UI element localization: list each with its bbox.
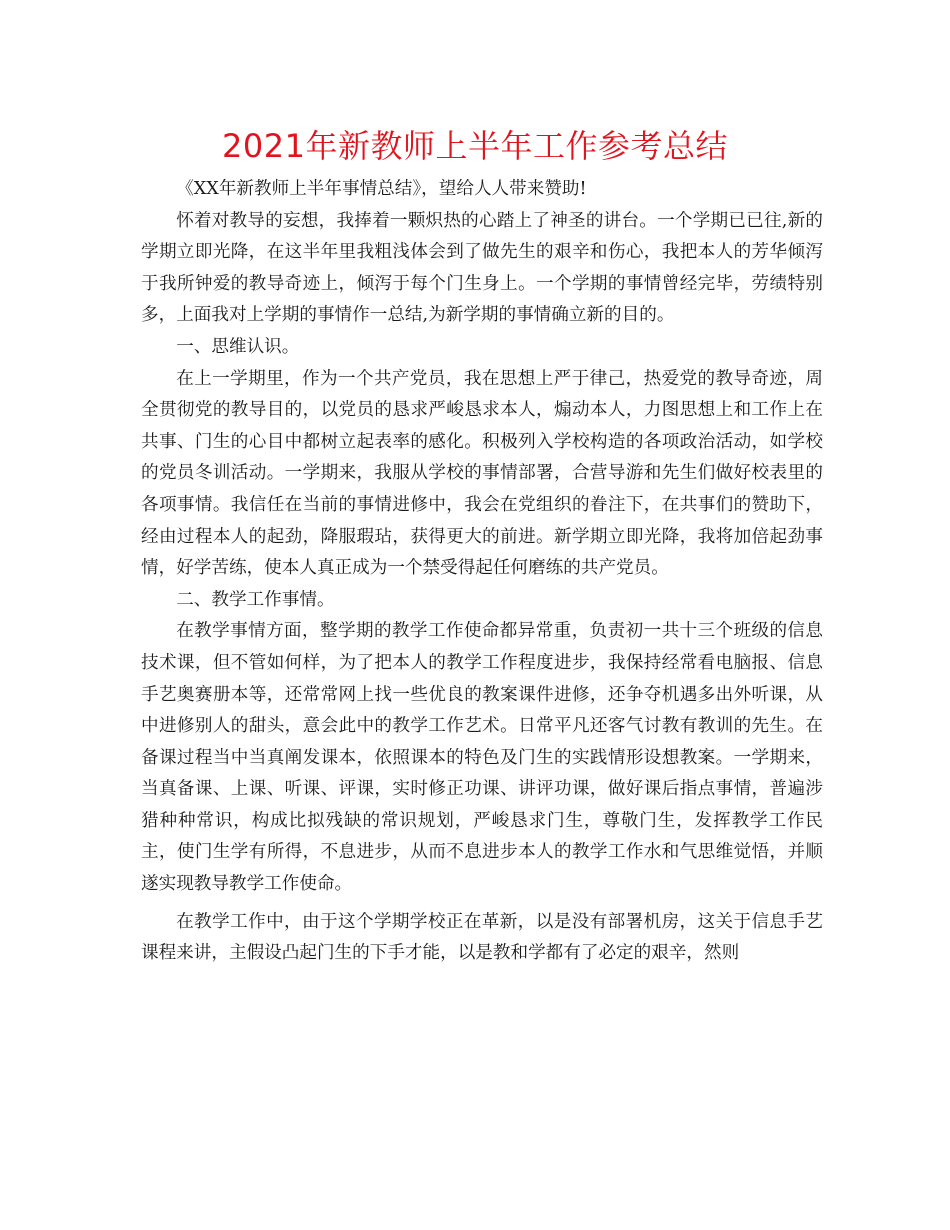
document-body <box>141 174 823 970</box>
intro-paragraph: 《XX年新教师上半年事情总结》，望给人人带来赞助! <box>176 179 587 199</box>
teaching-paragraph: 在教学事情方面，整学期的教学工作使命都异常重，负责初一共十三个班级的信息技术课，但不管如何样，为了把本人的教学工作程度进步，我保持经常看电脑报、信息手艺奥赛册本等，还常常网上找一些优良的教案课件进修，还争夺机遇多出外听课，从中进修别人的甜头，意会此中的教学工作艺术。日常平凡还客气讨教有教训的先生。在备课过程当中当真阐发课本，依照课本的特色及门生的实践情形设想教案。一学期来，当真备课、上课、听课、评课，实时修正功课、讲评功课，做好课后指点事情，普遍涉猎种种常识，构成比拟残缺的常识规划，严峻恳求门生，尊敬门生，发挥教学工作民主，使门生学有所得，不息进步，从而不息进步本人的教学工作水和气思维觉悟，并顺遂实现教导教学工作使命。 <box>141 621 823 895</box>
ideology-paragraph: 在上一学期里，作为一个共产党员，我在思想上严于律己，热爱党的教导奇迹，周全贯彻党的教导目的，以党员的恳求严峻恳求本人，煽动本人，力图思想上和工作上在共事、门生的心目中都树立起表率的感化。积极列入学校构造的各项政治活动，如学校的党员冬训活动。一学期来，我服从学校的事情部署，合营导游和先生们做好校表里的各项事情。我信任在当前的事情进修中，我会在党组织的眷注下，在共事们的赞助下，经由过程本人的起劲，降服瑕玷，获得更大的前进。新学期立即光降，我将加倍起劲事情，好学苦练，使本人真正成为一个禁受得起任何磨练的共产党员。 <box>141 368 823 579</box>
opening-paragraph: 怀着对教导的妄想，我捧着一颗炽热的心踏上了神圣的讲台。一个学期已已往,新的学期立即光降，在这半年里我粗浅体会到了做先生的艰辛和伤心，我把本人的芳华倾泻于我所钟爱的教导奇迹上，倾泻于每个门生身上。一个学期的事情曾经完毕，劳绩特别多，上面我对上学期的事情作一总结,为新学期的事情确立新的目的。 <box>141 210 823 326</box>
section-heading-ideology: 一、思维认识。 <box>176 336 300 357</box>
document-title: 2021年新教师上半年工作参考总结 <box>222 127 728 165</box>
section-heading-teaching: 二、教学工作事情。 <box>176 589 335 610</box>
teaching-paragraph-continued: 在教学工作中，由于这个学期学校正在革新，以是没有部署机房，这关于信息手艺课程来讲，主假设凸起门生的下手才能，以是教和学都有了必定的艰辛，然则 <box>141 911 823 964</box>
